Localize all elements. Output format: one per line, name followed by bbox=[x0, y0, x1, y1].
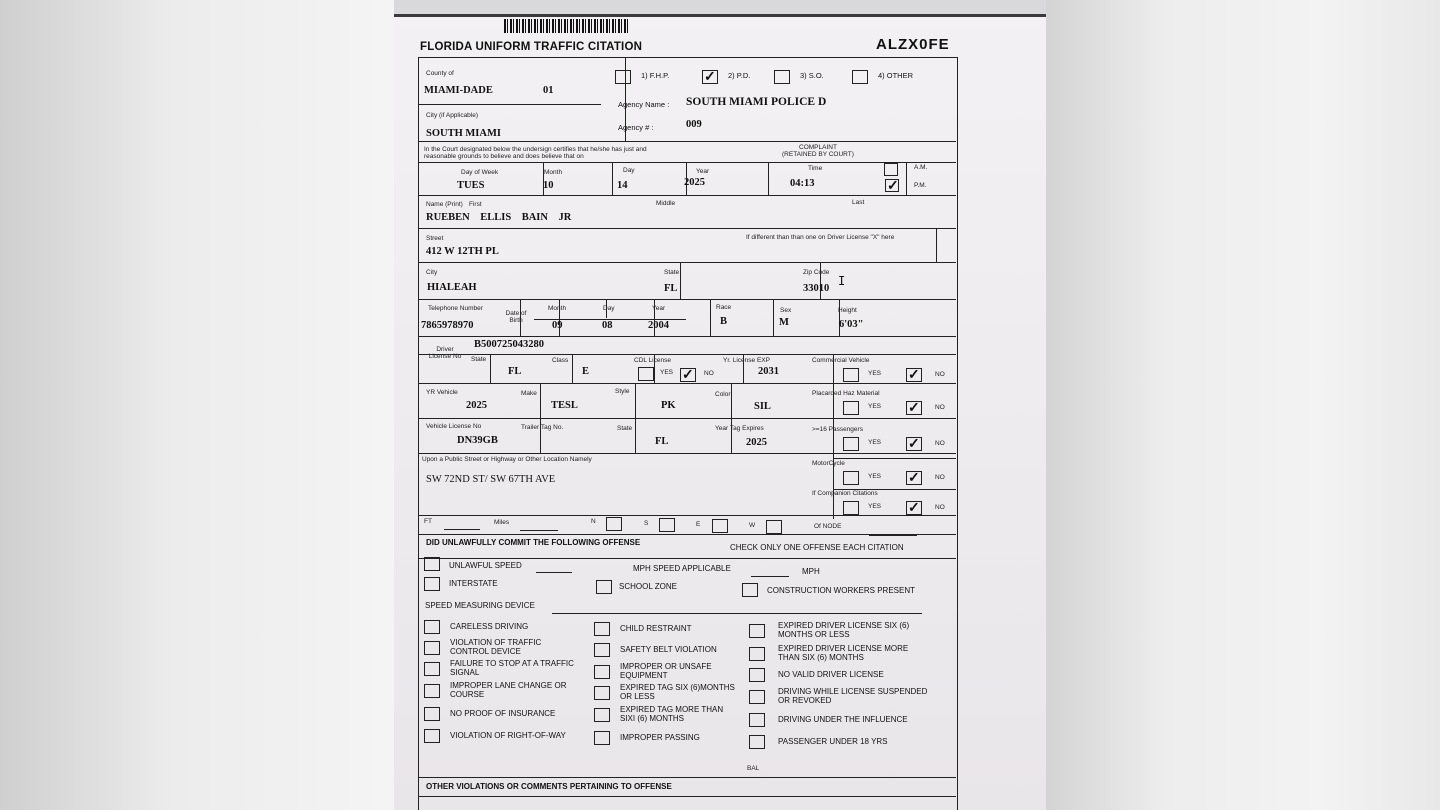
agency-name-value: SOUTH MIAMI POLICE D bbox=[686, 96, 827, 108]
flag-5-no-checkbox[interactable] bbox=[906, 501, 922, 515]
dir-s-checkbox[interactable] bbox=[659, 518, 675, 532]
offense-2-2-checkbox[interactable] bbox=[594, 643, 610, 657]
flag-3-yes-checkbox[interactable] bbox=[843, 437, 859, 451]
offense-2-4-checkbox[interactable] bbox=[594, 686, 610, 700]
flag-1-yes-checkbox[interactable] bbox=[843, 368, 859, 382]
offense-3-2-checkbox[interactable] bbox=[749, 647, 765, 661]
agency-name-label: Agency Name : bbox=[618, 100, 670, 109]
offense-2-5-label: EXPIRED TAG MORE THAN SIXI (6) MONTHS bbox=[620, 705, 724, 723]
grid-line bbox=[418, 453, 956, 454]
flag-2-yes-checkbox[interactable] bbox=[843, 401, 859, 415]
offense-3-6-label: PASSENGER UNDER 18 YRS bbox=[778, 737, 888, 746]
offense-1-5-label: NO PROOF OF INSURANCE bbox=[450, 709, 556, 718]
offense-2-3-label: IMPROPER OR UNSAFE EQUIPMENT bbox=[620, 662, 712, 680]
dir-n-label: N bbox=[591, 518, 596, 525]
offense-1-1-checkbox[interactable] bbox=[424, 620, 440, 634]
grid-line bbox=[773, 299, 774, 336]
grid-line bbox=[418, 262, 956, 263]
agency-option-3-checkbox[interactable] bbox=[774, 70, 790, 84]
flag-2-no-checkbox[interactable] bbox=[906, 401, 922, 415]
dir-w-checkbox[interactable] bbox=[766, 520, 782, 534]
offense-2-6-label: IMPROPER PASSING bbox=[620, 733, 700, 742]
cdl-yes-label: YES bbox=[660, 369, 674, 376]
offense-3-6-checkbox[interactable] bbox=[749, 735, 765, 749]
veh-year-label: YR Vehicle bbox=[426, 389, 458, 396]
year-label: Year bbox=[696, 168, 710, 175]
complaint-label: COMPLAINT bbox=[799, 144, 837, 151]
grid-line bbox=[418, 558, 956, 559]
grid-line bbox=[572, 354, 573, 383]
flag-3-no-label: NO bbox=[935, 440, 945, 447]
city-value: SOUTH MIAMI bbox=[426, 128, 501, 139]
bal-label: BAL bbox=[747, 765, 760, 772]
offense-3-1-checkbox[interactable] bbox=[749, 624, 765, 638]
offense-2-2-label: SAFETY BELT VIOLATION bbox=[620, 645, 717, 654]
dl-value: B500725043280 bbox=[474, 339, 545, 350]
street-value: 412 W 12TH PL bbox=[426, 246, 499, 257]
year-value: 2025 bbox=[684, 177, 705, 188]
grid-line bbox=[768, 162, 769, 195]
county-label: County of bbox=[426, 70, 454, 77]
grid-line bbox=[418, 336, 956, 337]
citation-photo bbox=[394, 0, 1046, 810]
street-label: Street bbox=[426, 235, 444, 242]
style-label: Style bbox=[615, 388, 630, 395]
flag-1-no-label: NO bbox=[935, 371, 945, 378]
offense-3-3-checkbox[interactable] bbox=[749, 668, 765, 682]
agency-option-2-label: 2) P.D. bbox=[728, 71, 751, 80]
offense-1-5-checkbox[interactable] bbox=[424, 707, 440, 721]
text-cursor-icon: I bbox=[838, 274, 846, 288]
interstate-checkbox[interactable] bbox=[424, 577, 440, 591]
agency-option-4-checkbox[interactable] bbox=[852, 70, 868, 84]
style-value: PK bbox=[661, 400, 676, 411]
pm-checkbox[interactable] bbox=[885, 179, 899, 192]
flag-4-yes-checkbox[interactable] bbox=[843, 471, 859, 485]
state-label: State bbox=[664, 269, 680, 276]
make-value: TESL bbox=[551, 400, 578, 411]
grid-line bbox=[710, 299, 711, 336]
grid-line bbox=[418, 777, 956, 778]
grid-line bbox=[418, 228, 956, 229]
sex-value: M bbox=[779, 317, 789, 328]
trailer-label: Trailer Tag No. bbox=[521, 424, 564, 431]
dl-label: Driver License No bbox=[428, 346, 462, 360]
school-zone-checkbox[interactable] bbox=[596, 580, 612, 594]
miles-label: Miles bbox=[494, 519, 510, 526]
tag-exp-value: 2025 bbox=[746, 437, 767, 448]
flag-5-yes-checkbox[interactable] bbox=[843, 501, 859, 515]
flag-3-yes-label: YES bbox=[868, 439, 882, 446]
flag-2-label: Placarded Haz Material bbox=[812, 390, 880, 397]
location-label: Upon a Public Street or Highway or Other Location Namely bbox=[422, 456, 592, 463]
time-label: Time bbox=[808, 165, 823, 172]
grid-line bbox=[540, 383, 541, 453]
unlawful-speed-checkbox[interactable] bbox=[424, 557, 440, 571]
mph-applicable-label: MPH SPEED APPLICABLE bbox=[633, 564, 731, 573]
plate-label: Vehicle License No bbox=[426, 423, 482, 430]
unlawful-speed-label: UNLAWFUL SPEED bbox=[449, 561, 522, 570]
cdl-no-checkbox[interactable] bbox=[680, 368, 696, 382]
construction-label: CONSTRUCTION WORKERS PRESENT bbox=[767, 586, 916, 595]
dir-e-checkbox[interactable] bbox=[712, 519, 728, 533]
city2-value: HIALEAH bbox=[427, 282, 477, 293]
city-label: City (if Applicable) bbox=[426, 112, 479, 119]
grid-line bbox=[418, 141, 956, 142]
city2-label: City bbox=[426, 269, 438, 276]
court-text-1: In the Court designated below the undersign certifies that he/she has just and bbox=[424, 146, 647, 153]
dob-month-label: Month bbox=[548, 305, 567, 312]
day-value: 14 bbox=[617, 180, 628, 191]
grid-line bbox=[635, 383, 636, 453]
ft-label: FT bbox=[424, 518, 432, 525]
offense-3-2-label: EXPIRED DRIVER LICENSE MORE THAN SIX (6) MONTHS bbox=[778, 644, 909, 662]
speed-device-line bbox=[552, 613, 922, 614]
grid-line bbox=[418, 299, 956, 300]
name-print-label: Name (Print) bbox=[426, 201, 463, 208]
agency-no-value: 009 bbox=[686, 119, 702, 130]
pm-label: P.M. bbox=[914, 182, 927, 189]
offense-3-3-label: NO VALID DRIVER LICENSE bbox=[778, 670, 884, 679]
dl-state-label: State bbox=[471, 356, 487, 363]
offense-3-5-checkbox[interactable] bbox=[749, 713, 765, 727]
flag-2-no-label: NO bbox=[935, 404, 945, 411]
offense-2-5-checkbox[interactable] bbox=[594, 708, 610, 722]
lic-exp-label: Yr. License EXP bbox=[723, 357, 770, 364]
location-value: SW 72ND ST/ SW 67TH AVE bbox=[426, 474, 556, 485]
class-value: E bbox=[582, 366, 590, 377]
grid-line bbox=[418, 104, 601, 105]
dir-n-checkbox[interactable] bbox=[606, 517, 622, 531]
flag-4-yes-label: YES bbox=[868, 473, 882, 480]
offense-3-4-label: DRIVING WHILE LICENSE SUSPENDED OR REVOKED bbox=[778, 687, 928, 705]
offense-2-4-label: EXPIRED TAG SIX (6)MONTHS OR LESS bbox=[620, 683, 735, 701]
tag-exp-label: Year Tag Expires bbox=[715, 425, 764, 432]
phone-label: Telephone Number bbox=[428, 305, 483, 312]
flag-5-label: If Companion Citations bbox=[812, 490, 878, 497]
court-text-2: reasonable grounds to believe and does believe that on bbox=[424, 153, 584, 160]
street-diff-label: If different than than one on Driver License "X" here bbox=[746, 234, 895, 241]
flag-3-no-checkbox[interactable] bbox=[906, 437, 922, 451]
offense-1-1-label: CARELESS DRIVING bbox=[450, 622, 529, 631]
offense-2-3-checkbox[interactable] bbox=[594, 665, 610, 679]
veh-year-value: 2025 bbox=[466, 400, 487, 411]
plate-state-value: FL bbox=[655, 436, 669, 447]
flag-5-yes-label: YES bbox=[868, 503, 882, 510]
dob-day-value: 08 bbox=[602, 320, 613, 331]
grid-line bbox=[936, 228, 937, 262]
month-label: Month bbox=[544, 169, 563, 176]
zip-label: Zip Code bbox=[803, 269, 830, 276]
node-line bbox=[869, 535, 917, 536]
device-edge bbox=[394, 0, 1046, 17]
offense-1-2-checkbox[interactable] bbox=[424, 641, 440, 655]
sex-label: Sex bbox=[780, 307, 792, 314]
offense-1-4-checkbox[interactable] bbox=[424, 684, 440, 698]
grid-line bbox=[731, 383, 732, 453]
flag-2-yes-label: YES bbox=[868, 403, 882, 410]
ft-line bbox=[444, 529, 480, 530]
offense-2-6-checkbox[interactable] bbox=[594, 731, 610, 745]
grid-line bbox=[418, 796, 956, 797]
offense-1-6-checkbox[interactable] bbox=[424, 729, 440, 743]
citation-number: ALZX0FE bbox=[876, 36, 950, 53]
make-label: Make bbox=[521, 390, 537, 397]
node-label: Of NODE bbox=[814, 523, 842, 530]
height-value: 6'03" bbox=[839, 319, 864, 330]
construction-checkbox[interactable] bbox=[742, 583, 758, 597]
agency-option-4-label: 4) OTHER bbox=[878, 71, 914, 80]
name-first-label: First bbox=[469, 201, 482, 208]
interstate-label: INTERSTATE bbox=[449, 579, 498, 588]
flag-5-no-label: NO bbox=[935, 504, 945, 511]
speed-line bbox=[536, 572, 572, 573]
flag-1-no-checkbox[interactable] bbox=[906, 368, 922, 382]
am-checkbox[interactable] bbox=[884, 163, 898, 176]
race-label: Race bbox=[716, 304, 732, 311]
grid-line bbox=[418, 515, 956, 516]
dir-s-label: S bbox=[644, 520, 649, 527]
form-title: FLORIDA UNIFORM TRAFFIC CITATION bbox=[420, 41, 643, 53]
name-value: RUEBEN ELLIS BAIN JR bbox=[426, 212, 572, 223]
offense-1-3-checkbox[interactable] bbox=[424, 662, 440, 676]
plate-state-label: State bbox=[617, 425, 633, 432]
cdl-label: CDL License bbox=[634, 357, 671, 364]
time-value: 04:13 bbox=[790, 178, 815, 189]
offense-2-1-checkbox[interactable] bbox=[594, 622, 610, 636]
other-violations-header: OTHER VIOLATIONS OR COMMENTS PERTAINING TO OFFENSE bbox=[426, 782, 672, 791]
dow-value: TUES bbox=[457, 180, 485, 191]
height-label: Height bbox=[838, 307, 857, 314]
miles-line bbox=[520, 530, 558, 531]
grid-line bbox=[490, 354, 491, 383]
flag-3-label: >=16 Passengers bbox=[812, 426, 863, 433]
dob-label: Date of Birth bbox=[505, 310, 527, 324]
flag-1-label: Commercial Vehicle bbox=[812, 357, 870, 364]
mph-label: MPH bbox=[802, 567, 820, 576]
grid-line bbox=[834, 458, 956, 459]
offense-1-3-label: FAILURE TO STOP AT A TRAFFIC SIGNAL bbox=[450, 659, 574, 677]
agency-option-1-checkbox[interactable] bbox=[615, 70, 631, 84]
flag-1-yes-label: YES bbox=[868, 370, 882, 377]
offense-3-4-checkbox[interactable] bbox=[749, 690, 765, 704]
grid-line bbox=[612, 162, 613, 195]
offense-header: DID UNLAWFULLY COMMIT THE FOLLOWING OFFENSE bbox=[426, 538, 641, 547]
agency-option-2-checkbox[interactable] bbox=[702, 70, 718, 84]
barcode bbox=[504, 19, 630, 33]
plate-value: DN39GB bbox=[457, 435, 498, 446]
complaint-sublabel: (RETAINED BY COURT) bbox=[782, 151, 854, 158]
color-label: Color bbox=[715, 391, 731, 398]
offense-1-4-label: IMPROPER LANE CHANGE OR COURSE bbox=[450, 681, 567, 699]
grid-line bbox=[418, 354, 956, 355]
grid-line bbox=[418, 195, 956, 196]
color-value: SIL bbox=[754, 401, 771, 412]
month-value: 10 bbox=[543, 180, 554, 191]
speed-device-label: SPEED MEASURING DEVICE bbox=[425, 601, 535, 610]
dob-year-value: 2004 bbox=[648, 320, 669, 331]
name-last-label: Last bbox=[852, 199, 865, 206]
cdl-yes-checkbox[interactable] bbox=[638, 367, 654, 381]
zip-value: 33010 bbox=[803, 283, 830, 294]
offense-2-1-label: CHILD RESTRAINT bbox=[620, 624, 692, 633]
county-code: 01 bbox=[543, 85, 554, 96]
day-label: Day bbox=[623, 167, 635, 174]
cdl-no-label: NO bbox=[704, 370, 714, 377]
dow-label: Day of Week bbox=[461, 169, 499, 176]
grid-line bbox=[418, 383, 956, 384]
flag-4-label: MotorCycle bbox=[812, 460, 845, 467]
offense-note: CHECK ONLY ONE OFFENSE EACH CITATION bbox=[730, 543, 904, 552]
class-label: Class bbox=[552, 357, 569, 364]
dob-day-label: Day bbox=[603, 305, 615, 312]
am-label: A.M. bbox=[914, 164, 928, 171]
dl-state-value: FL bbox=[508, 366, 522, 377]
grid-line bbox=[680, 262, 681, 299]
dob-month-value: 09 bbox=[552, 320, 563, 331]
grid-line bbox=[839, 299, 840, 336]
lic-exp-value: 2031 bbox=[758, 366, 779, 377]
offense-1-6-label: VIOLATION OF RIGHT-OF-WAY bbox=[450, 731, 566, 740]
name-middle-label: Middle bbox=[656, 200, 676, 207]
dir-e-label: E bbox=[696, 521, 701, 528]
dir-w-label: W bbox=[749, 522, 756, 529]
flag-4-no-label: NO bbox=[935, 474, 945, 481]
phone-value: 7865978970 bbox=[421, 320, 474, 331]
flag-4-no-checkbox[interactable] bbox=[906, 471, 922, 485]
agency-option-3-label: 3) S.O. bbox=[800, 71, 824, 80]
dob-year-label: Year bbox=[652, 305, 666, 312]
offense-3-5-label: DRIVING UNDER THE INFLUENCE bbox=[778, 715, 908, 724]
grid-line bbox=[418, 418, 956, 419]
race-value: B bbox=[720, 316, 728, 327]
agency-no-label: Agency # : bbox=[618, 123, 654, 132]
state-value: FL bbox=[664, 283, 678, 294]
county-value: MIAMI-DADE bbox=[424, 85, 493, 96]
grid-line bbox=[906, 162, 907, 195]
mph-line bbox=[751, 576, 789, 577]
offense-3-1-label: EXPIRED DRIVER LICENSE SIX (6) MONTHS OR LESS bbox=[778, 621, 910, 639]
school-zone-label: SCHOOL ZONE bbox=[619, 582, 677, 591]
background-right bbox=[1046, 0, 1440, 810]
agency-option-1-label: 1) F.H.P. bbox=[641, 71, 670, 80]
offense-1-2-label: VIOLATION OF TRAFFIC CONTROL DEVICE bbox=[450, 638, 542, 656]
